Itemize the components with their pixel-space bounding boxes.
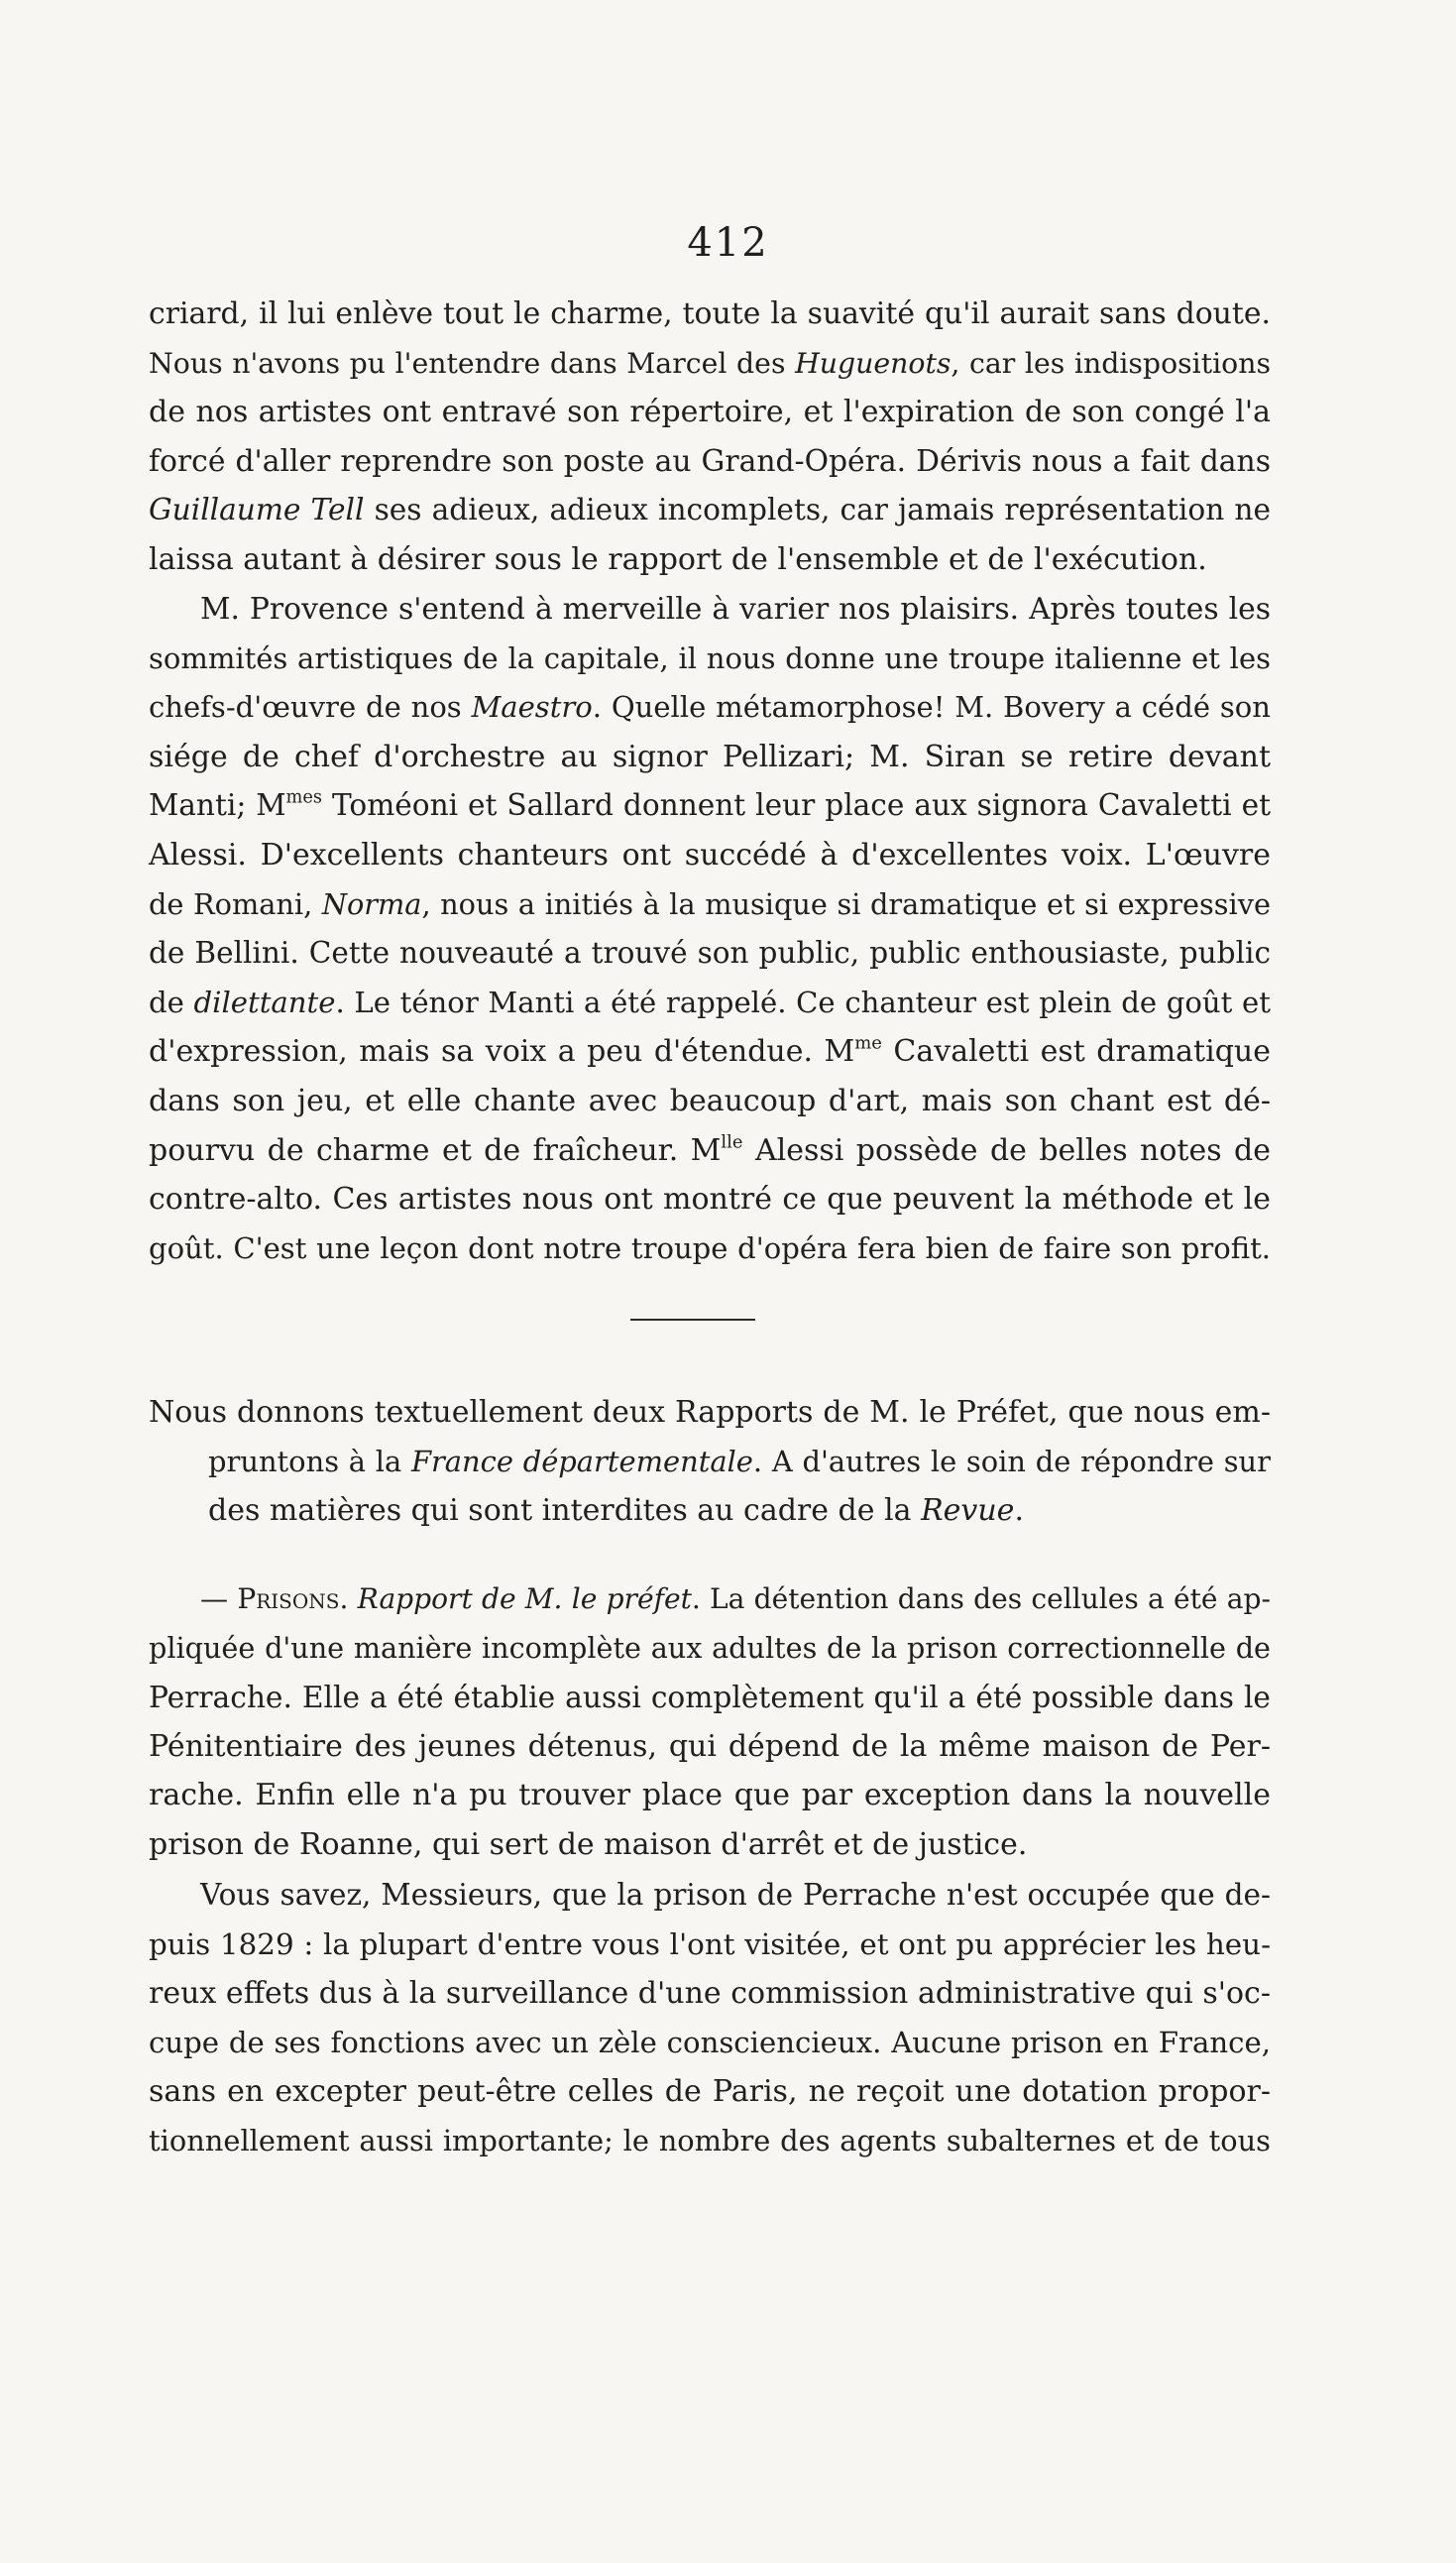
text-line: goût. C'est une leçon dont notre troupe d'opéra fera bien de faire son profit. <box>149 1230 1271 1265</box>
text-line: de nos artistes ont entravé son répertoire, et l'expiration de son congé l'a <box>149 395 1271 430</box>
section-divider <box>630 1319 755 1321</box>
text-line: Manti; $M^{mes}$ Toméoni et Sallard donnent leur place aux signora Cavaletti et <box>149 787 1272 823</box>
text-line: — Prisons. Rapport de M. le préfet. La détention dans des cellules a été ap- <box>200 1582 1271 1615</box>
text-line: siége de chef d'orchestre au signor Pellizari; M. Siran se retire devant <box>149 739 1271 774</box>
text-line: tionnellement aussi importante; le nombre des agents subalternes et de tous <box>149 2123 1271 2157</box>
text-line: de Bellini. Cette nouveauté a trouvé son public, public enthousiaste, public <box>149 936 1271 971</box>
text-line: Perrache. Elle a été établie aussi complètement qu'il a été possible dans le <box>149 1680 1271 1715</box>
page-number: 412 <box>687 220 769 266</box>
paragraph-perrache <box>149 1871 1271 2166</box>
text-line: d'expression, mais sa voix a peu d'étendue. $M^{me}$ Cavaletti est dramatique <box>149 1032 1271 1070</box>
paragraph-provence <box>149 585 1271 1273</box>
text-line: dans son jeu, et elle chante avec beaucoup d'art, mais son chant est dé- <box>149 1083 1271 1118</box>
text-line: laissa autant à désirer sous le rapport de l'ensemble et de l'exécution. <box>149 541 1207 577</box>
text-line: des matières qui sont interdites au cadre de la Revue. <box>208 1493 1024 1529</box>
text-line: Nous n'avons pu l'entendre dans Marcel des Huguenots, car les indispositions <box>149 346 1272 380</box>
text-line: de Romani, Norma, nous a initiés à la musique si dramatique et si expressive <box>149 886 1272 921</box>
text-line: pourvu de charme et de fraîcheur. $M^{lle}$ Alessi possède de belles notes de <box>149 1130 1271 1168</box>
text-line: forcé d'aller reprendre son poste au Grand-Opéra. Dérivis nous a fait dans <box>149 443 1271 479</box>
text-line: reux effets dus à la surveillance d'une commission administrative qui s'oc- <box>149 1976 1271 2012</box>
text-line: Nous donnons textuellement deux Rapports de M. le Préfet, que nous em- <box>149 1395 1271 1430</box>
paragraph-continuation <box>149 290 1271 585</box>
text-line: contre-alto. Ces artistes nous ont montré ce que peuvent la méthode et le <box>149 1182 1271 1218</box>
text-line: sans en excepter peut-être celles de Paris, ne reçoit une dotation propor- <box>149 2074 1271 2110</box>
text-line: chefs-d'œuvre de nos Maestro. Quelle métamorphose! M. Bovery a cédé son <box>149 690 1271 725</box>
text-line: criard, il lui enlève tout le charme, toute la suavité qu'il aurait sans doute. <box>149 296 1271 331</box>
text-line: prison de Roanne, qui sert de maison d'arrêt et de justice. <box>149 1826 1028 1862</box>
text-line: de dilettante. Le ténor Manti a été rappelé. Ce chanteur est plein de goût et <box>149 985 1271 1019</box>
paragraph-notice <box>149 1388 1271 1536</box>
text-line: pliquée d'une manière incomplète aux adultes de la prison correctionnelle de <box>149 1630 1271 1665</box>
text-line: cupe de ses fonctions avec un zèle consciencieux. Aucune prison en France, <box>149 2025 1271 2059</box>
text-line: Vous savez, Messieurs, que la prison de Perrache n'est occupée que de- <box>200 1878 1271 1912</box>
text-line: M. Provence s'entend à merveille à varier nos plaisirs. Après toutes les <box>200 592 1271 627</box>
text-line: sommités artistiques de la capitale, il nous donne une troupe italienne et les <box>149 641 1271 675</box>
section-heading: Prisons <box>237 1582 340 1615</box>
text-line: rache. Enfin elle n'a pu trouver place que par exception dans la nouvelle <box>149 1778 1271 1813</box>
text-line: Guillaume Tell ses adieux, adieux incomplets, car jamais représentation ne <box>149 493 1271 527</box>
text-line: Pénitentiaire des jeunes détenus, qui dépend de la même maison de Per- <box>149 1728 1271 1764</box>
paragraph-prisons <box>149 1574 1271 1870</box>
text-line: puis 1829 : la plupart d'entre vous l'ont visitée, et ont pu apprécier les heu- <box>149 1926 1271 1961</box>
text-line: pruntons à la France départementale. A d'autres le soin de répondre sur <box>208 1444 1271 1478</box>
text-line: Alessi. D'excellents chanteurs ont succédé à d'excellentes voix. L'œuvre <box>149 837 1271 873</box>
